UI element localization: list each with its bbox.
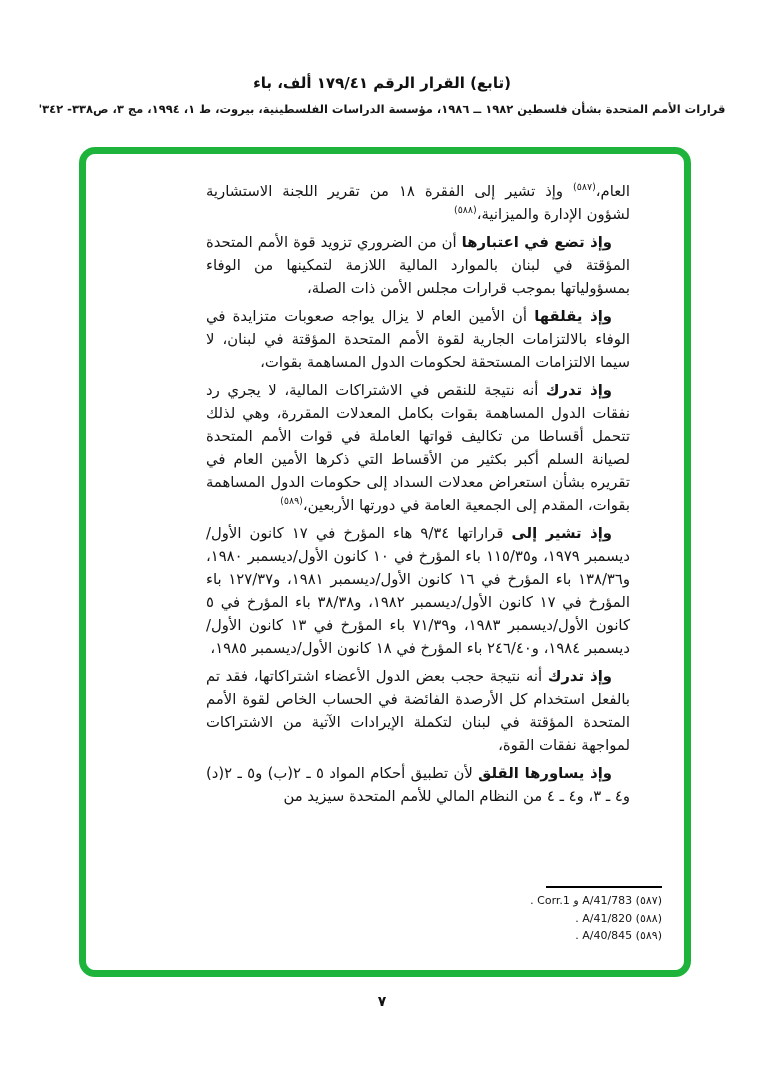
footnote-item: (٥٨٩) A/40/845 . [575, 929, 662, 942]
paragraph [206, 180, 630, 226]
page-number: ٧ [377, 994, 387, 1010]
footnote-reference: (٥٨٨) [453, 205, 477, 217]
paragraph [206, 379, 630, 517]
doc-citation: قرارات الأمم المتحدة بشأن فلسطين ١٩٨٢ ــ ١٩٨٦، مؤسسة الدراسات الفلسطينية، بيروت، ط ١، ١٩٩٤، مج ٣، ص٣٣٨- ٣٤٢' [38, 102, 726, 116]
resolution-body-text [206, 180, 630, 813]
footnote-item: (٥٨٨) A/41/820 . [575, 911, 662, 925]
clause-opener: وإذ يساورها القلق [478, 765, 612, 782]
footnote-reference: (٥٨٩) [280, 496, 303, 508]
body-text-segment: أنه نتيجة للنقص في الاشتراكات المالية، لا يجري رد نفقات الدول المساهمة بقوات بكامل المعدلات المقررة، وهي لذلك تتحمل أقساطا من تكاليف قواتها العاملة في قوات الأمم المتحدة لصيانة السلم أكبر بكثير من الأقساط التي ذكرها الأمين العام في تقريره بشأن استعراض معدلات السداد إلى حكومات الدول المساهمة بقوات، المقدم إلى الجمعية العامة في دورتها الأربعين، [206, 382, 630, 514]
clause-opener: وإذ تدرك [545, 382, 612, 399]
body-text-segment: أنه نتيجة حجب بعض الدول الأعضاء اشتراكاتها، فقد تم بالفعل استخدام كل الأرصدة الفائضة في الحساب الخاص لقوة الأمم المتحدة المؤقتة في لبنان لتكملة الإيرادات الآتية من الاشتراكات لمواجهة نفقات القوة، [206, 668, 630, 754]
footnotes-block [362, 892, 662, 945]
paragraph [206, 522, 630, 660]
clause-opener: وإذ تشير إلى [511, 525, 612, 542]
paragraph [206, 305, 630, 374]
body-text-segment: وإذ تشير إلى الفقرة ١٨ من تقرير اللجنة الاستشارية لشؤون الإدارة والميزانية، [206, 183, 630, 223]
page-title: (تابع) القرار الرقم ١٧٩/٤١ ألف، باء [253, 74, 511, 92]
paragraph [206, 665, 630, 757]
body-text-segment: قراراتها ٩/٣٤ هاء المؤرخ في ١٧ كانون الأول/ديسمبر ١٩٧٩، و١١٥/٣٥ باء المؤرخ في ١٠ كانون الأول/ديسمبر ١٩٨٠، و١٣٨/٣٦ باء المؤرخ في ١٦ كانون الأول/ديسمبر ١٩٨١، و١٢٧/٣٧ باء المؤرخ في ١٧ كانون الأول/ديسمبر ١٩٨٢، و٣٨/٣٨ باء المؤرخ في ٥ كانون الأول/ديسمبر ١٩٨٣، و٧١/٣٩ باء المؤرخ في ١٣ كانون الأول/ديسمبر ١٩٨٤، و٢٤٦/٤٠ باء المؤرخ في ١٨ كانون الأول/ديسمبر ١٩٨٥، [206, 525, 631, 657]
footnote-reference: (٥٨٧) [573, 182, 596, 194]
body-text-segment: أن الأمين العام لا يزال يواجه صعوبات متزايدة في الوفاء بالالتزامات الجارية لقوة الأمم المتحدة المؤقتة في لبنان، لا سيما الالتزامات المستحقة لحكومات الدول المساهمة بقوات، [206, 308, 630, 371]
clause-opener: وإذ يقلقها [534, 308, 613, 325]
footnote-divider [546, 886, 662, 888]
clause-opener: وإذ تضع في اعتبارها [461, 234, 612, 251]
paragraph [206, 231, 630, 300]
body-text-segment: أن من الضروري تزويد قوة الأمم المتحدة المؤقتة في لبنان بالموارد المالية اللازمة لتمكينها من الوفاء بمسؤولياتها بموجب قرارات مجلس الأمن ذات الصلة، [206, 234, 630, 297]
clause-opener: وإذ تدرك [547, 668, 612, 685]
body-text-segment: لأن تطبيق أحكام المواد ٥ ـ ٢(ب) و٥ ـ ٢(د) و٤ ـ ٣، و٤ ـ ٤ من النظام المالي للأمم المتحدة سيزيد من [206, 765, 630, 805]
paragraph [206, 762, 630, 808]
footnote-item: (٥٨٧) A/41/783 و Corr.1 . [530, 894, 662, 907]
body-text-segment: العام، [595, 183, 630, 200]
